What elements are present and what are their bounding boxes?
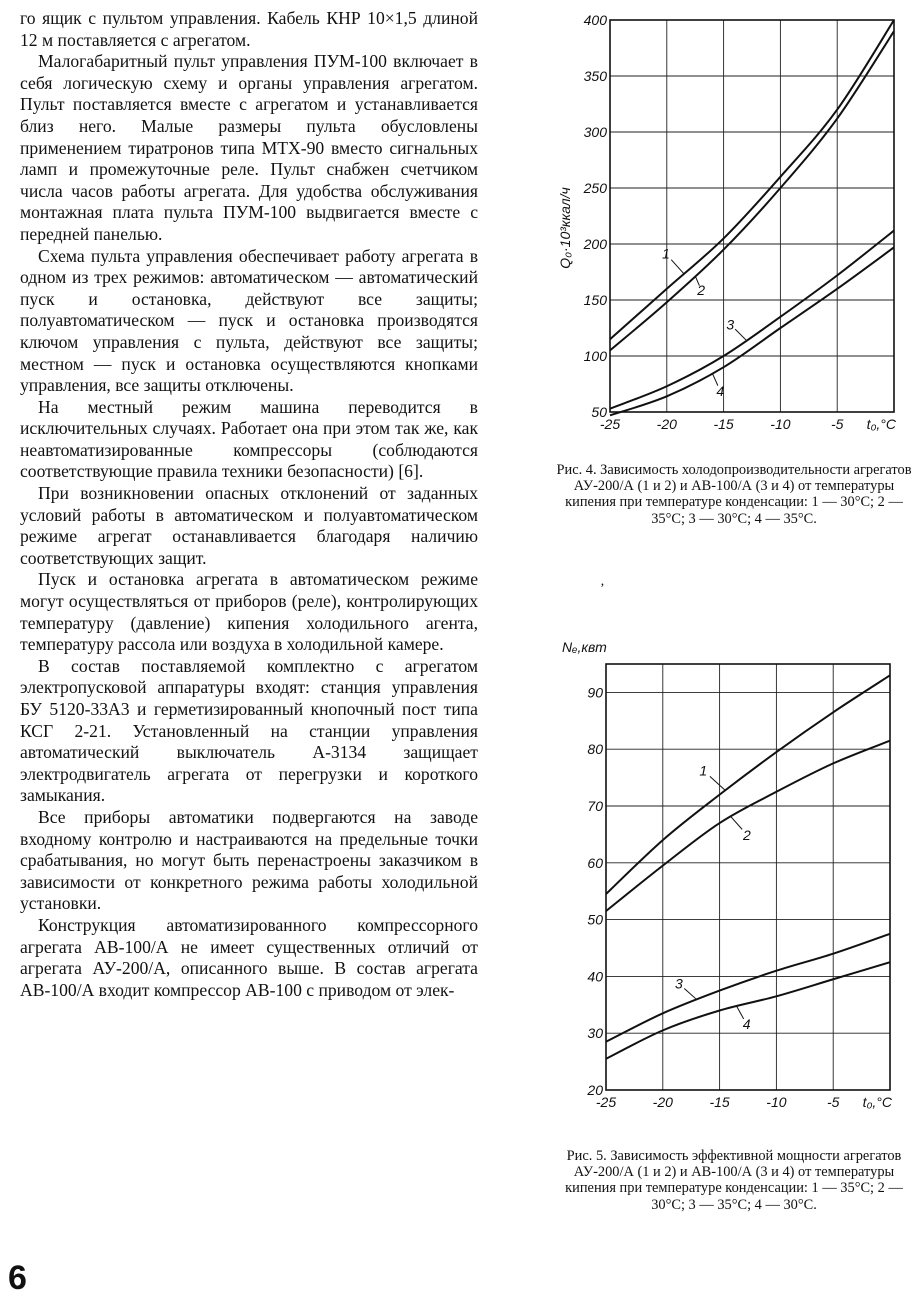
figure-5-chart (548, 628, 918, 1128)
y-tick-label: 250 (583, 180, 607, 196)
y-tick-label: 400 (583, 12, 607, 28)
series-leader-2 (731, 817, 742, 830)
paragraph: Малогабаритный пульт управления ПУМ-100 включает в себя логическую схему и органы управления агрегатом. Пульт поставляется вместе с агрегатом и устанавливается близ него. Малые размеры пульта обусловлены применением тиратронов типа МТХ-90 вместо сигнальных ламп и промежуточные реле. Пульт снабжен счетчиком числа часов работы агрегата. Для удобства обслуживания монтажная плата пульта ПУМ-100 выдвигается вместе с передней панелью. (20, 51, 478, 244)
x-tick-label: -5 (826, 1094, 840, 1110)
page-number: 6 (8, 1259, 27, 1297)
series-label-2: 2 (697, 281, 706, 298)
y-tick-label: 350 (583, 68, 607, 84)
x-tick-label: -25 (595, 1094, 617, 1110)
x-tick-label: -15 (713, 416, 734, 432)
y-tick-label: 200 (583, 236, 607, 252)
series-label-1: 1 (699, 762, 708, 779)
y-tick-label: 80 (587, 741, 603, 758)
y-tick-label: 300 (583, 124, 607, 140)
x-tick-label: -25 (599, 416, 621, 432)
series-leader-1 (710, 776, 725, 790)
y-tick-label: 60 (587, 854, 603, 871)
y-tick-label: 90 (587, 684, 603, 701)
x-axis-label: t₀,°C (866, 416, 896, 432)
series-label-2: 2 (743, 826, 751, 843)
y-tick-label: 40 (587, 968, 603, 985)
paragraph: На местный режим машина переводится в исключительных случаях. Работает она при этом так же, как неавтоматизированные компрессоры (соблюдаются соответствующие правила техники безопасности) [6]. (20, 396, 478, 482)
series-label-4: 4 (716, 383, 725, 400)
y-tick-label: 150 (583, 292, 607, 308)
y-tick-label: 100 (583, 348, 607, 364)
plot-frame (610, 20, 894, 412)
series-line-1 (606, 675, 890, 894)
figure-4-caption: Рис. 4. Зависимость холодопроизводительности агрегатов АУ-200/А (1 и 2) и АВ-100/А (3 и 4) от температуры кипения при температуре конденсации: 1 — 30°С; 2 — 35°С; 3 — 30°С; 4 — 35°С. (556, 462, 912, 527)
y-tick-label: 70 (587, 798, 603, 814)
series-label-1: 1 (661, 245, 670, 262)
paragraph: Пуск и остановка агрегата в автоматическом режиме могут осуществляться от приборов (реле), контролирующих температуру (давление) кипения холодильного агента, температуру рассола или воздуха в холодильной камере. (20, 569, 478, 655)
series-label-3: 3 (674, 975, 683, 992)
series-label-4: 4 (742, 1016, 751, 1033)
y-tick-label: 50 (587, 911, 603, 928)
y-tick-label: 30 (587, 1025, 603, 1042)
paragraph: Конструкция автоматизированного компрессорного агрегата АВ-100/А не имеет существенных отличий от агрегата АУ-200/А, описанного выше. В состав агрегата АВ-100/А входит компрессор АВ-100 с приводом от элек- (20, 914, 478, 1000)
y-tick-label: 20 (587, 1082, 603, 1098)
x-tick-label: -15 (709, 1094, 730, 1110)
x-tick-label: -5 (830, 416, 844, 432)
series-leader-3 (684, 988, 697, 999)
x-axis-label: t₀,°C (862, 1094, 892, 1110)
figure-5-svg (548, 628, 918, 1128)
series-line-3 (610, 231, 894, 409)
series-line-1 (610, 20, 894, 339)
y-axis-label: Q₀·10³ккал/ч (557, 187, 573, 269)
paragraph: В состав поставляемой комплектно с агрегатом электропусковой аппаратуры входят: станция управления БУ 5120-33А3 и герметизированный кнопочный пост типа КСГ 2-21. Установленный на станции управления автоматический выключатель А-3134 защищает электродвигатель агрегата от перегрузки и короткого замыкания. (20, 655, 478, 806)
figure-4-chart (548, 8, 918, 458)
y-axis-label: Nₑ,квт (562, 639, 607, 655)
x-tick-label: -20 (652, 1094, 673, 1110)
x-tick-label: -10 (766, 1094, 787, 1110)
y-tick-label: 50 (591, 404, 607, 420)
x-tick-label: -10 (770, 416, 791, 432)
paragraph: го ящик с пультом управления. Кабель КНР 10×1,5 длиной 12 м поставляется с агрегатом. (20, 8, 478, 50)
series-label-3: 3 (726, 316, 735, 333)
paragraph: Схема пульта управления обеспечивает работу агрегата в одном из трех режимов: автоматическом — автоматический пуск и остановка, действуют все защиты; полуавтоматическом — пуск и остановка производятся ключом управления с пульта, действуют все защиты; местном — пуск и остановка осуществляются кнопками управления, все защиты отключены. (20, 245, 478, 396)
figure-5-caption: Рис. 5. Зависимость эффективной мощности агрегатов АУ-200/А (1 и 2) и АВ-100/А (3 и 4) от температуры кипения при температуре конденсации: 1 — 35°С; 2 — 30°С; 3 — 35°С; 4 — 30°С. (565, 1148, 903, 1213)
figure-4-svg (548, 8, 918, 458)
series-line-4 (610, 247, 894, 415)
paragraph: Все приборы автоматики подвергаются на заводе входному контролю и настраиваются на предельные точки срабатывания, но могут быть перенастроены заказчиком в зависимости от конкретного режима работы холодильной установки. (20, 806, 478, 914)
body-text-column (20, 8, 478, 1001)
series-leader-3 (735, 329, 746, 340)
paragraph: При возникновении опасных отклонений от заданных условий работы в автоматическом и полуавтоматическом режиме агрегат останавливается благодаря наличию соответствующих защит. (20, 483, 478, 568)
series-leader-1 (671, 260, 684, 274)
x-tick-label: -20 (656, 416, 677, 432)
stray-mark: ‚ (600, 574, 605, 589)
